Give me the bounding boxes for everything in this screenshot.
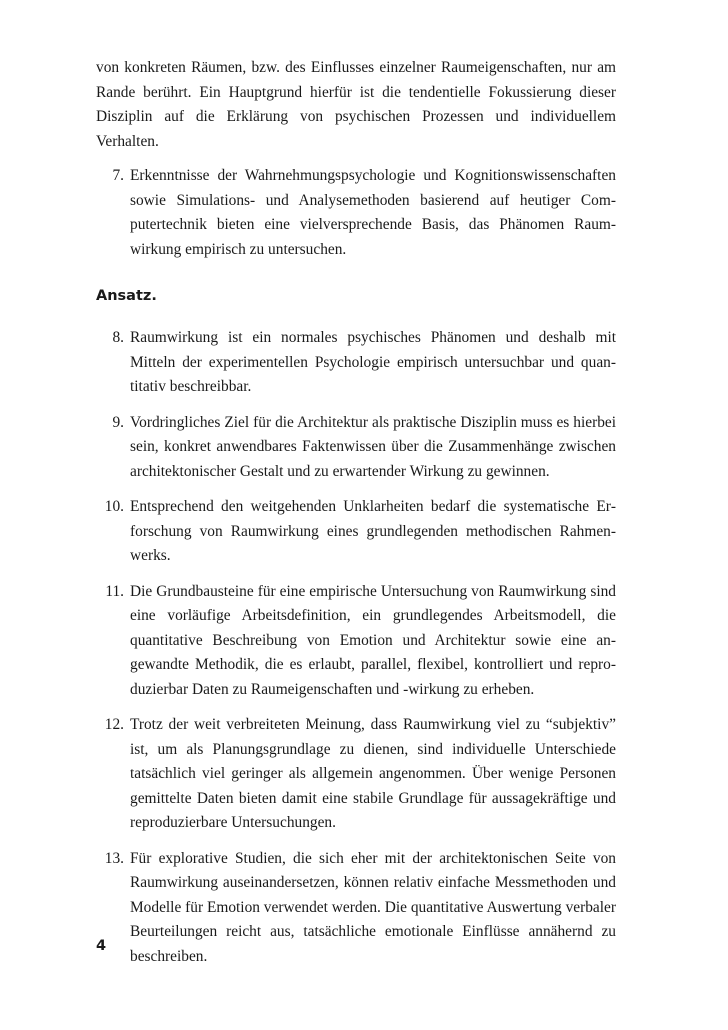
list-item-number: 11. (105, 582, 124, 600)
list-item-text: Trotz der weit verbreiteten Meinung, dass Raumwirkung viel zu “subjektiv” ist, um als Planungsgrundlage zu dienen, sind individuelle Unterschiede tatsächlich viel geringer als allgemein angenommen. Über wenige Personen gemittelte Daten bieten damit eine stabile Grundlage für aussagekräftige und reproduzierbare Untersuchungen. (130, 716, 616, 831)
list-item-number: 9. (112, 413, 124, 431)
list-item (96, 495, 616, 569)
list-item (96, 411, 616, 485)
list-item (96, 326, 616, 400)
list-item-text: Vordringliches Ziel für die Architektur als praktische Disziplin muss es hierbei sein, konkret anwendbares Faktenwissen über die Zusammenhänge zwischen architektonischer Gestalt und zu erwartender Wirkung zu gewinnen. (130, 413, 616, 480)
list-item-7 (96, 164, 616, 262)
list-item-text: Entsprechend den weitgehenden Unklarheiten bedarf die systematische Erforschung von Raumwirkung eines grundlegenden methodischen Rahmenwerks. (130, 498, 616, 564)
list-item (96, 847, 616, 970)
continuation-paragraph: von konkreten Räumen, bzw. des Einflusses einzelner Raumeigenschaften, nur am Rande berührt. Ein Hauptgrund hierfür ist die tendentielle Fokussierung dieser Disziplin auf die Erklärung von psychischen Prozessen und individuellem Verhalten. (96, 59, 616, 150)
list-item (96, 713, 616, 836)
list-item-number: 10. (104, 498, 124, 515)
section-heading: Ansatz. (96, 288, 157, 304)
list-item-number: 8. (112, 329, 124, 346)
page-body (96, 56, 616, 969)
list-item (96, 580, 616, 703)
list-item-number: 13. (104, 849, 124, 867)
list-item-text: Für explorative Studien, die sich eher mit der architektonischen Seite von Raumwirkung auseinandersetzen, können relativ einfache Messmethoden und Modelle für Emotion verwendet werden. Die quantitative Auswertung verbaler Beurteilungen reicht aus, tatsächliche emotionale Einflüsse annähernd zu beschreiben. (130, 849, 616, 965)
list-item-number: 12. (104, 716, 124, 733)
list-item-text: Die Grundbausteine für eine empirische Untersuchung von Raumwirkung sind eine vorläufige Arbeitsdefinition, ein grundlegendes Arbeitsmodell, die quantitative Beschreibung von Emotion und Architektur sowie eine angewandte Methodik, die es erlaubt, parallel, flexibel, kontrolliert und reproduzierbar Daten zu Raumeigenschaften und -wirkung zu erheben. (130, 582, 616, 698)
page-number: 4 (96, 938, 107, 954)
list-item-number: 7. (112, 167, 124, 184)
list-item-text: Erkenntnisse der Wahrnehmungspsychologie und Kognitionswissenschaften sowie Simulations- und Analysemethoden basierend auf heutiger Computertechnik bieten eine vielversprechende Basis, das Phänomen Raumwirkung empirisch zu untersuchen. (130, 167, 616, 258)
list-item-text: Raumwirkung ist ein normales psychisches Phänomen und deshalb mit Mitteln der experimentellen Psychologie empirisch untersuchbar und quantitativ beschreibbar. (130, 329, 616, 395)
